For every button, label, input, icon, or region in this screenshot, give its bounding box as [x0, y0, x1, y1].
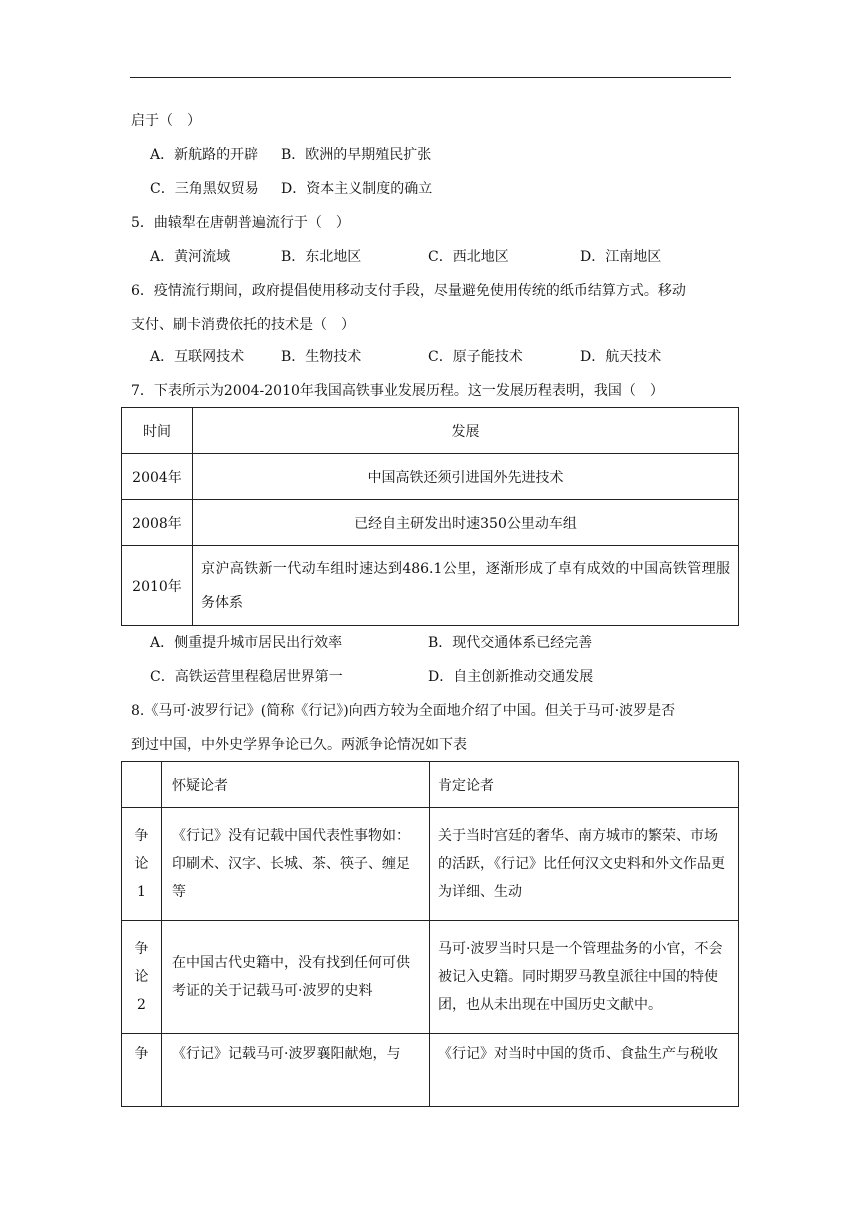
q7-row-year: 2004年	[122, 454, 193, 500]
q4-option-b[interactable]: B．欧洲的早期殖民扩张	[281, 147, 432, 163]
q8-row-doubt: 《行记》没有记载中国代表性事物如：印刷术、汉字、长城、茶、筷子、缠足等	[172, 828, 410, 900]
q6-stem-line1: 6．疫情流行期间，政府提倡使用移动支付手段，尽量避免使用传统的纸币结算方式。移动	[131, 283, 686, 299]
q8-row-key: 争论1	[134, 828, 149, 900]
q8-stem-line1: 8.《马可·波罗行记》(简称《行记》)向西方较为全面地介绍了中国。但关于马可·波罗是否	[131, 703, 676, 719]
q7-row-year: 2010年	[122, 546, 193, 626]
q6-option-b[interactable]: B．生物技术	[281, 349, 362, 365]
q5-option-d[interactable]: D．江南地区	[580, 249, 662, 265]
q7-table	[121, 407, 739, 626]
q7-option-d[interactable]: D．自主创新推动交通发展	[428, 669, 594, 685]
q7-stem: 7．下表所示为2004-2010年我国高铁事业发展历程。这一发展历程表明，我国（ ）	[131, 383, 664, 399]
q8-row-affirm: 马可·波罗当时只是一个管理盐务的小官，不会被记入史籍。同时期罗马教皇派往中国的特使团，也从未出现在中国历史文献中。	[438, 941, 723, 1013]
q4-option-d[interactable]: D．资本主义制度的确立	[281, 181, 433, 197]
q7-row-text: 中国高铁还须引进国外先进技术	[193, 454, 739, 500]
q6-option-d[interactable]: D．航天技术	[580, 349, 662, 365]
q8-stem-line2: 到过中国，中外史学界争论已久。两派争论情况如下表	[131, 737, 467, 753]
q8-header-blank	[122, 762, 162, 808]
q8-row-key: 争论2	[134, 941, 149, 1013]
q8-row-doubt: 在中国古代史籍中，没有找到任何可供考证的关于记载马可·波罗的史料	[172, 955, 410, 999]
q7-option-b[interactable]: B．现代交通体系已经完善	[428, 635, 593, 651]
q8-row-affirm: 《行记》对当时中国的货币、食盐生产与税收	[438, 1046, 718, 1062]
q4-option-a[interactable]: A．新航路的开辟	[150, 147, 259, 163]
header-rule	[130, 77, 731, 78]
q8-row-key: 争	[134, 1046, 149, 1062]
q4-option-c[interactable]: C．三角黑奴贸易	[150, 181, 259, 197]
q7-row-text: 已经自主研发出时速350公里动车组	[193, 500, 739, 546]
q6-stem-line2: 支付、刷卡消费依托的技术是（ ）	[131, 317, 355, 333]
q8-row-doubt: 《行记》记载马可·波罗襄阳献炮，与	[172, 1046, 401, 1062]
q8-header-doubters: 怀疑论者	[162, 762, 430, 808]
q8-header-affirmers: 肯定论者	[430, 762, 739, 808]
q7-row-text: 京沪高铁新一代动车组时速达到486.1公里，逐渐形成了卓有成效的中国高铁管理服务体系	[201, 560, 730, 611]
q5-option-b[interactable]: B．东北地区	[281, 249, 362, 265]
q7-header-development: 发展	[193, 408, 739, 454]
q6-option-c[interactable]: C．原子能技术	[428, 349, 523, 365]
q6-option-a[interactable]: A．互联网技术	[150, 349, 245, 365]
q8-row-affirm: 关于当时宫廷的奢华、南方城市的繁荣、市场的活跃，《行记》比任何汉文史料和外文作品更为详细、生动	[438, 828, 725, 900]
q4-stem-end: 启于（ ）	[131, 113, 201, 129]
q7-option-a[interactable]: A．侧重提升城市居民出行效率	[150, 635, 343, 651]
q5-stem: 5．曲辕犁在唐朝普遍流行于（ ）	[131, 215, 350, 231]
q8-table	[121, 761, 739, 1107]
q7-row-year: 2008年	[122, 500, 193, 546]
q7-option-c[interactable]: C．高铁运营里程稳居世界第一	[150, 669, 343, 685]
q5-option-c[interactable]: C．西北地区	[428, 249, 509, 265]
q7-header-time: 时间	[122, 408, 193, 454]
q5-option-a[interactable]: A．黄河流域	[150, 249, 231, 265]
